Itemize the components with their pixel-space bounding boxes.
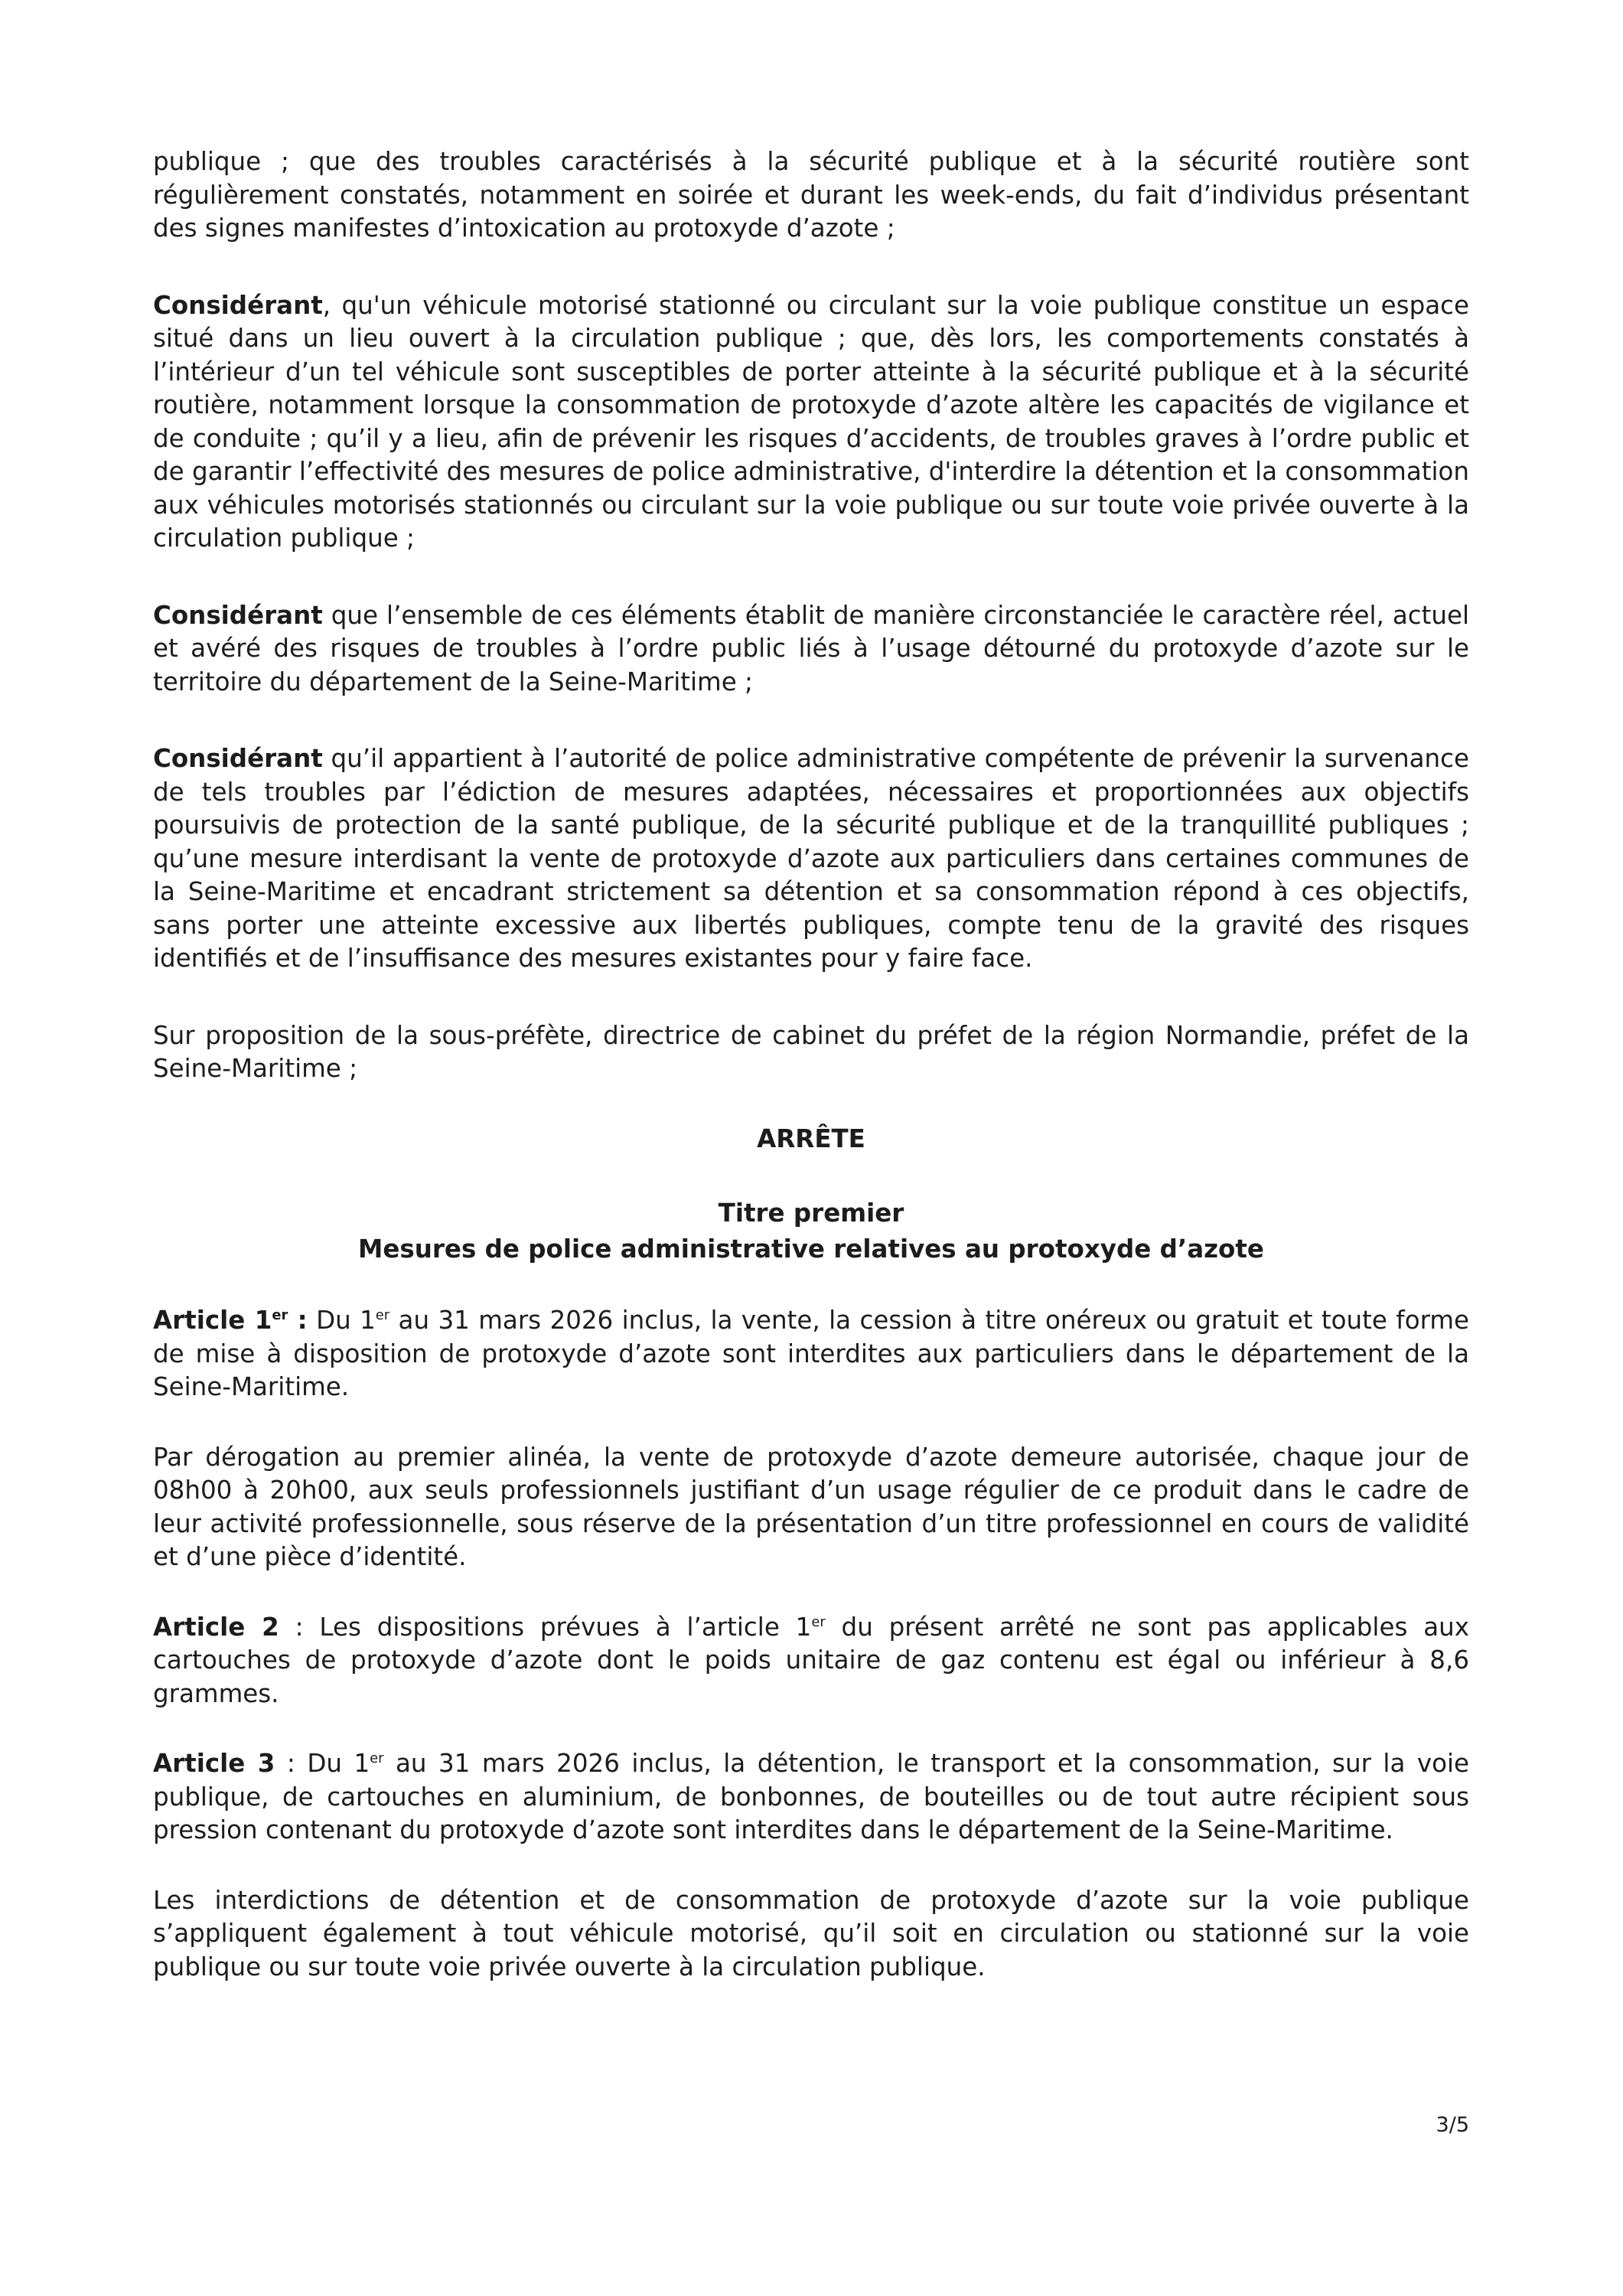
paragraph-text: Sur proposition de la sous-préfète, directrice de cabinet du préfet de la région Normandie, préfet de la Seine-Maritime ; xyxy=(153,1020,1469,1083)
article-2 xyxy=(153,1611,1469,1711)
paragraph-considerant-vehicule xyxy=(153,289,1469,556)
paragraph-text: qu’il appartient à l’autorité de police administrative compétente de prévenir la survenance de tels troubles par l’édiction de mesures adaptées, nécessaires et proportionnées aux objectifs poursuivis de protection de la santé publique, de la sécurité publique et de la tranquillité publiques ; qu’une mesure interdisant la vente de protoxyde d’azote aux particuliers dans certaines communes de la Seine-Maritime et encadrant strictement sa détention et sa consommation répond à ces objectifs, sans porter une atteinte excessive aux libertés publiques, compte tenu de la gravité des risques identifiés et de l’insuffisance des mesures existantes pour y faire face. xyxy=(153,744,1469,973)
document-body xyxy=(153,145,1469,2027)
paragraph-text: publique ; que des troubles caractérisés à la sécurité publique et à la sécurité routière sont régulièrement constatés, notamment en soirée et durant les week-ends, du fait d’individus présentant des signes manifestes d’intoxication au protoxyde d’azote ; xyxy=(153,147,1469,243)
article-1 xyxy=(153,1304,1469,1404)
paragraph-proposition xyxy=(153,1019,1469,1086)
article-label: Article 2 xyxy=(153,1612,279,1642)
paragraph-considerant-risques xyxy=(153,599,1469,700)
article-text: : Les dispositions prévues à l’article 1er du présent arrêté ne sont pas applicables aux cartouches de protoxyde d’azote dont le poids unitaire de gaz contenu est égal ou inférieur à 8,6 grammes. xyxy=(153,1612,1469,1708)
title-heading: Titre premier xyxy=(718,1199,904,1228)
article-3 xyxy=(153,1747,1469,1848)
article-text: Du 1er au 31 mars 2026 inclus, la vente, la cession à titre onéreux ou gratuit et toute forme de mise à disposition de protoxyde d’azote sont interdites aux particuliers dans le département de la Seine-Maritime. xyxy=(153,1306,1470,1401)
paragraph-considerant-autorite xyxy=(153,742,1469,976)
considerant-keyword: Considérant xyxy=(153,290,323,320)
article-label: Article 1er : xyxy=(153,1306,308,1335)
section-heading: Mesures de police administrative relatives au protoxyde d’azote xyxy=(358,1234,1264,1264)
considerant-keyword: Considérant xyxy=(153,744,323,773)
considerant-keyword: Considérant xyxy=(153,600,323,630)
arrete-heading: ARRÊTE xyxy=(757,1124,865,1153)
paragraph-text: que l’ensemble de ces éléments établit de manière circonstanciée le caractère réel, actuel et avéré des risques de troubles à l’ordre public liés à l’usage détourné du protoxyde d’azote sur le territoire du département de la Seine-Maritime ; xyxy=(153,600,1469,696)
paragraph-text: , qu'un véhicule motorisé stationné ou circulant sur la voie publique constitue un espace situé dans un lieu ouvert à la circulation publique ; que, dès lors, les comportements constatés à l’intérieur d’un tel véhicule sont susceptibles de porter atteinte à la sécurité publique et à la sécurité routière, notamment lorsque la consommation de protoxyde d’azote altère les capacités de vigilance et de conduite ; qu’il y a lieu, afin de prévenir les risques d’accidents, de troubles graves à l’ordre public et de garantir l’effectivité des mesures de police administrative, d'interdire la détention et la consommation aux véhicules motorisés stationnés ou circulant sur la voie publique ou sur toute voie privée ouverte à la circulation publique ; xyxy=(153,290,1469,553)
article-label: Article 3 xyxy=(153,1749,275,1778)
article-text: Les interdictions de détention et de consommation de protoxyde d’azote sur la voie publique s’appliquent également à tout véhicule motorisé, qu’il soit en circulation ou stationné sur la voie publique ou sur toute voie privée ouverte à la circulation publique. xyxy=(153,1885,1469,1981)
article-text: Par dérogation au premier alinéa, la vente de protoxyde d’azote demeure autorisée, chaque jour de 08h00 à 20h00, aux seuls professionnels justifiant d’un usage régulier de ce produit dans le cadre de leur activité professionnelle, sous réserve de la présentation d’un titre professionnel en cours de validité et d’une pièce d’identité. xyxy=(153,1442,1469,1571)
paragraph-continuation xyxy=(153,145,1469,246)
article-1-paragraph-2 xyxy=(153,1441,1469,1574)
page-number: 3/5 xyxy=(1436,2113,1469,2137)
article-text: : Du 1er au 31 mars 2026 inclus, la détention, le transport et la consommation, sur la voie publique, de cartouches en aluminium, de bonbonnes, de bouteilles ou de tout autre récipient sous pression contenant du protoxyde d’azote sont interdites dans le département de la Seine-Maritime. xyxy=(153,1749,1470,1844)
article-3-paragraph-2 xyxy=(153,1884,1469,1985)
